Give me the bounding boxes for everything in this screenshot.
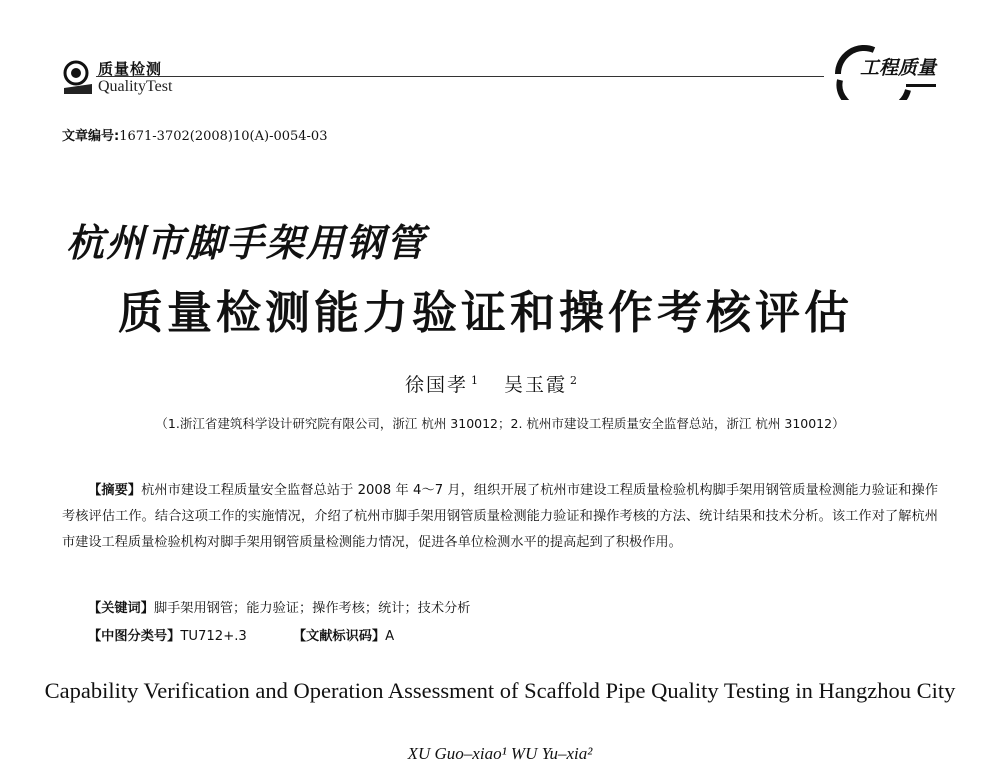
doc-code-value: A — [385, 629, 395, 644]
clc-label: 【中图分类号】 — [88, 629, 181, 644]
english-authors: XU Guo–xiao¹ WU Yu–xia² — [407, 744, 593, 763]
clc-value: TU712+.3 — [180, 629, 247, 644]
article-number — [62, 125, 327, 144]
affiliation: （1.浙江省建筑科学设计研究院有限公司，浙江 杭州 310012；2. 杭州市建设工程质量安全监督总站，浙江 杭州 310012） — [155, 416, 845, 431]
title-line-1: 杭州市脚手架用钢管 — [66, 221, 427, 265]
author-1: 徐国孝 — [404, 374, 468, 396]
author-2: 吴玉霞 — [504, 374, 568, 396]
article-number-value: 1671-3702(2008)10(A)-0054-03 — [119, 129, 328, 144]
abstract-label: 【摘要】 — [88, 483, 142, 498]
journal-section-cn: 质量检测 — [98, 60, 163, 78]
engineering-quality-logo — [830, 44, 940, 100]
journal-section-en: QualityTest — [98, 78, 173, 95]
header-rule — [96, 76, 824, 77]
keywords-label: 【关键词】 — [88, 601, 154, 616]
author-1-sup: 1 — [470, 373, 480, 387]
english-title: Capability Verification and Operation Assessment of Scaffold Pipe Quality Testing in Hangzhou City — [44, 678, 956, 703]
article-number-label: 文章编号: — [62, 129, 120, 144]
abstract-text: 杭州市建设工程质量安全监督总站于 2008 年 4～7 月，组织开展了杭州市建设工程质量检验机构脚手架用钢管质量检测能力验证和操作考核评估工作。结合这项工作的实施情况，介绍了杭州市脚手架用钢管质量检测能力验证和操作考核的方法、统计结果和技术分析。该工作对了解杭州市建设工程质量检验机构对脚手架用钢管质量检测能力情况，促进各单位检测水平的提高起到了积极作用。 — [62, 483, 939, 550]
abstract — [62, 478, 938, 556]
doc-code-label: 【文献标识码】 — [292, 629, 386, 644]
keywords-text: 脚手架用钢管；能力验证；操作考核；统计；技术分析 — [153, 601, 471, 616]
author-2-sup: 2 — [570, 373, 580, 387]
title-line-2: 质量检测能力验证和操作考核评估 — [118, 286, 854, 339]
logo-text: 工程质量 — [860, 57, 937, 79]
journal-logo-icon — [62, 60, 94, 96]
authors — [0, 370, 1000, 397]
classification — [88, 625, 394, 644]
keywords — [88, 597, 470, 616]
